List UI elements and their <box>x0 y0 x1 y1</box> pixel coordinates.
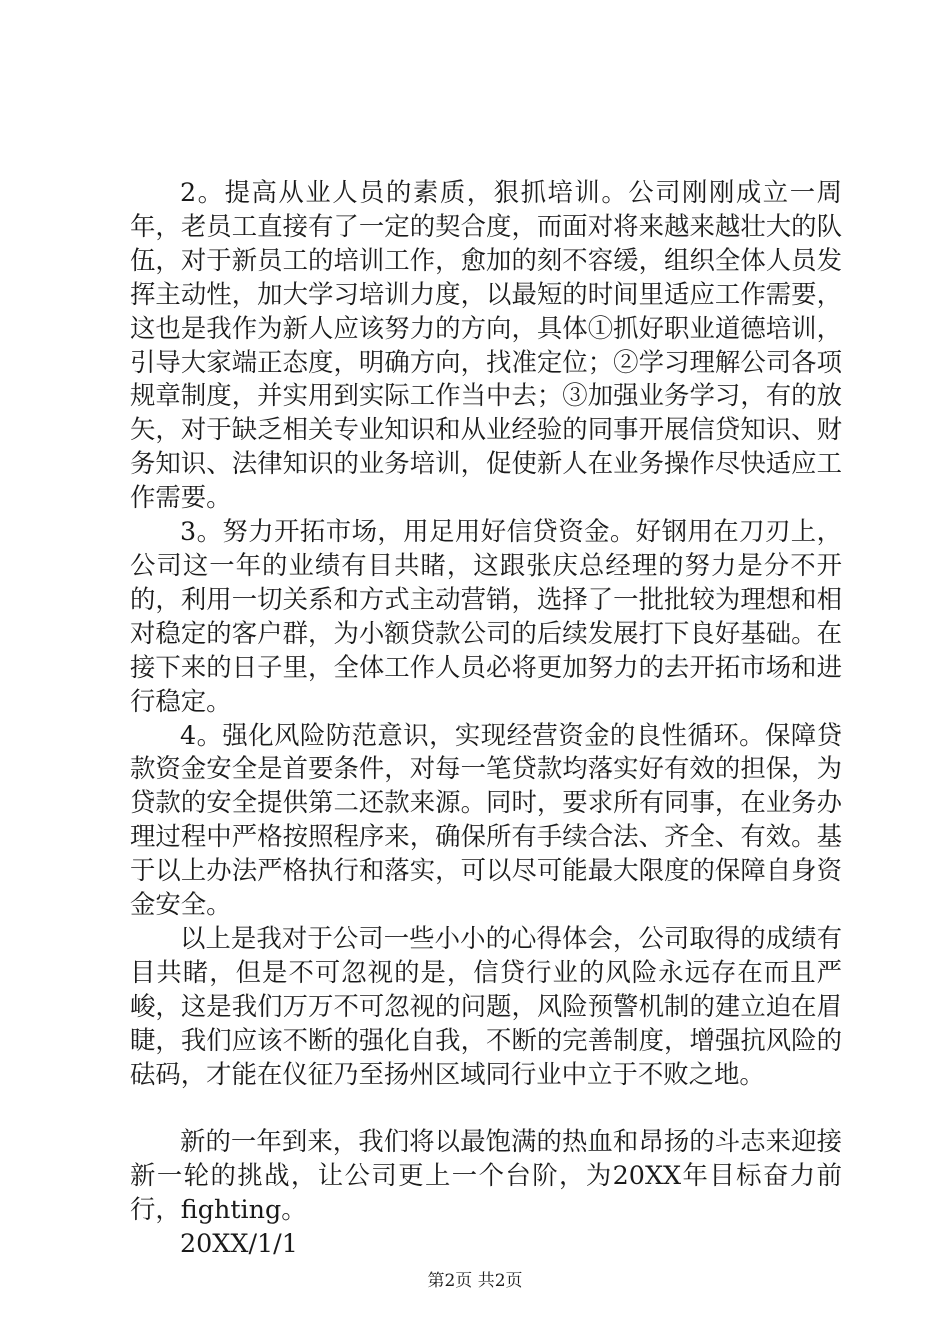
document-date: 20XX/1/1 <box>180 1228 298 1259</box>
document-body <box>130 176 842 1261</box>
paragraph-spacer <box>130 1091 842 1125</box>
paragraph-risk: 4。强化风险防范意识，实现经营资金的良性循环。保障贷款资金安全是首要条件，对每一笔贷款均落实好有效的担保，为贷款的安全提供第二还款来源。同时，要求所有同事，在业务办理过程中严格按照程序来，确保所有手续合法、齐全、有效。基于以上办法严格执行和落实，可以尽可能最大限度的保障自身资金安全。 <box>130 719 842 920</box>
paragraph-new-year: 新的一年到来，我们将以最饱满的热血和昂扬的斗志来迎接新一轮的挑战，让公司更上一个台阶，为20XX年目标奋力前行，fighting。 <box>130 1126 842 1225</box>
paragraph-market: 3。努力开拓市场，用足用好信贷资金。好钢用在刀刃上，公司这一年的业绩有目共睹，这跟张庆总经理的努力是分不开的，利用一切关系和方式主动营销，选择了一批批较为理想和相对稳定的客户群，为小额贷款公司的后续发展打下良好基础。在接下来的日子里，全体工作人员必将更加努力的去开拓市场和进行稳定。 <box>130 516 842 716</box>
paragraph-training: 2。提高从业人员的素质，狠抓培训。公司刚刚成立一周年，老员工直接有了一定的契合度，而面对将来越来越壮大的队伍，对于新员工的培训工作，愈加的刻不容缓，组织全体人员发挥主动性，加大学习培训力度，以最短的时间里适应工作需要，这也是我作为新人应该努力的方向，具体①抓好职业道德培训，引导大家端正态度，明确方向，找准定位；②学习理解公司各项规章制度，并实用到实际工作当中去；③加强业务学习，有的放矢，对于缺乏相关专业知识和从业经验的同事开展信贷知识、财务知识、法律知识的业务培训，促使新人在业务操作尽快适应工作需要。 <box>130 177 842 513</box>
paragraph-summary: 以上是我对于公司一些小小的心得体会，公司取得的成绩有目共睹，但是不可忽视的是，信贷行业的风险永远存在而且严峻，这是我们万万不可忽视的问题，风险预警机制的建立迫在眉睫，我们应该不断的强化自我，不断的完善制度，增强抗风险的砝码，才能在仪征乃至扬州区域同行业中立于不败之地。 <box>130 922 842 1089</box>
page-number-footer: 第2页 共2页 <box>427 1271 523 1291</box>
